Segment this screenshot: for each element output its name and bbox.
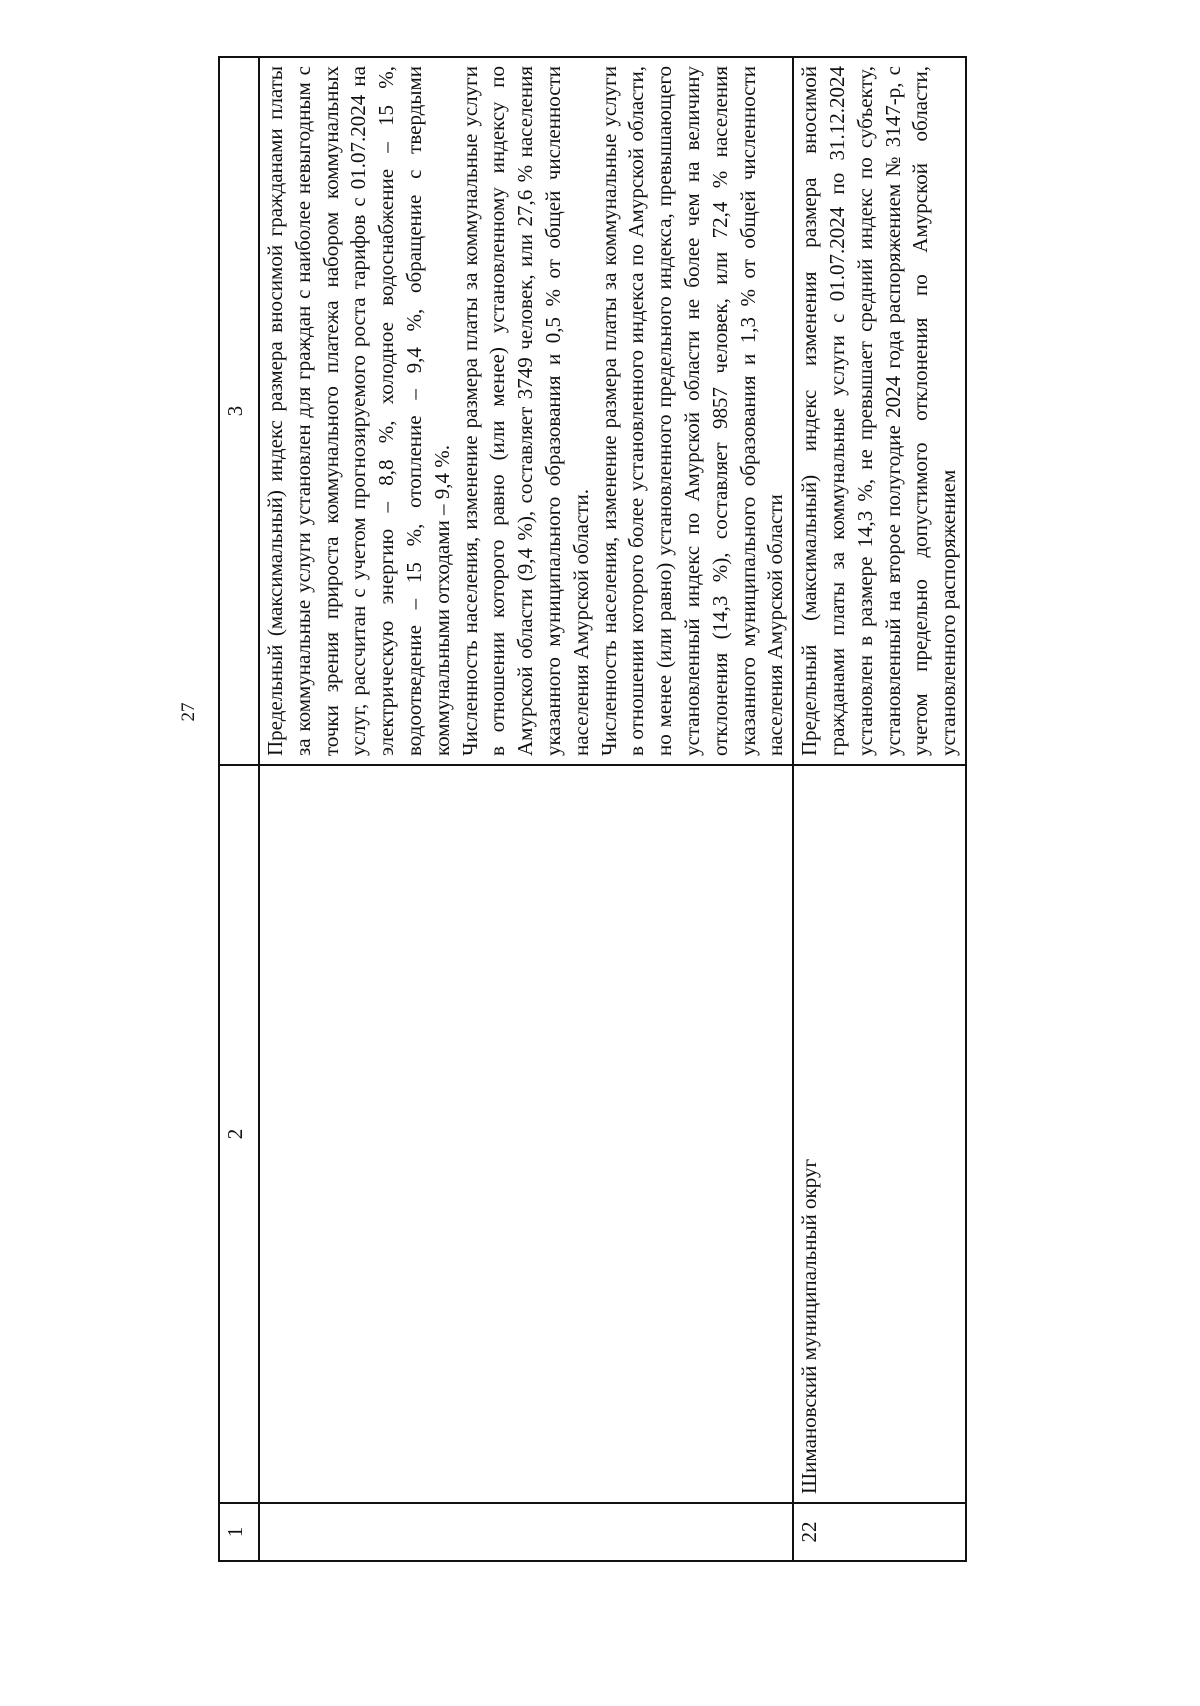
page-number: 27	[178, 702, 199, 722]
table-header-row	[219, 57, 259, 1561]
paragraph: Численность населения, изменение размера платы за коммунальные услуги в отношении которого равно (или менее) установленному индексу по Амурской области (9,4 %), составляет 3749 человек, или 27,6 % населения указанного муниципального образования и 0,5 % от общей численности населения Амурской области.	[457, 66, 593, 756]
row-number	[259, 1503, 793, 1561]
index-description	[259, 57, 793, 765]
index-description	[793, 57, 966, 765]
municipal-index-table	[218, 56, 967, 1562]
header-col-2: 2	[219, 765, 259, 1503]
table-row	[259, 57, 793, 1561]
municipality-name	[259, 765, 793, 1503]
row-number: 22	[793, 1503, 966, 1561]
paragraph: Численность населения, изменение размера платы за коммунальные услуги в отношении которого более установленного индекса по Амурской области, но менее (или равно) установленного предельного индекса, превышающего установленный индекс по Амурской области не более чем на величину отклонения (14,3 %), составляет 9857 человек, или 72,4 % населения указанного муниципального образования и 1,3 % от общей численности населения Амурской области	[596, 66, 788, 756]
table-row	[793, 57, 966, 1561]
paragraph: Предельный (максимальный) индекс изменения размера вносимой гражданами платы за коммунальные услуги с 01.07.2024 по 31.12.2024 установлен в размере 14,3 %, не превышает средний индекс по субъекту, установленный на второе полугодие 2024 года распоряжением № 3147-р, с учетом предельно допустимого отклонения по Амурской области, установленного распоряжением	[797, 66, 961, 756]
header-col-1: 1	[219, 1503, 259, 1561]
municipality-name: Шимановский муниципальный округ	[793, 765, 966, 1503]
paragraph: Предельный (максимальный) индекс размера вносимой гражданами платы за коммунальные услуги установлен для граждан с наиболее невыгодным с точки зрения прироста коммунального платежа набором коммунальных услуг, рассчитан с учетом прогнозируемого роста тарифов с 01.07.2024 на электрическую энергию – 8,8 %, холодное водоснабжение – 15 %, водоотведение – 15 %, отопление – 9,4 %, обращение с твердыми коммунальными отходами – 9,4 %.	[263, 66, 454, 756]
rotated-content	[178, 66, 1128, 1562]
header-col-3: 3	[219, 57, 259, 765]
